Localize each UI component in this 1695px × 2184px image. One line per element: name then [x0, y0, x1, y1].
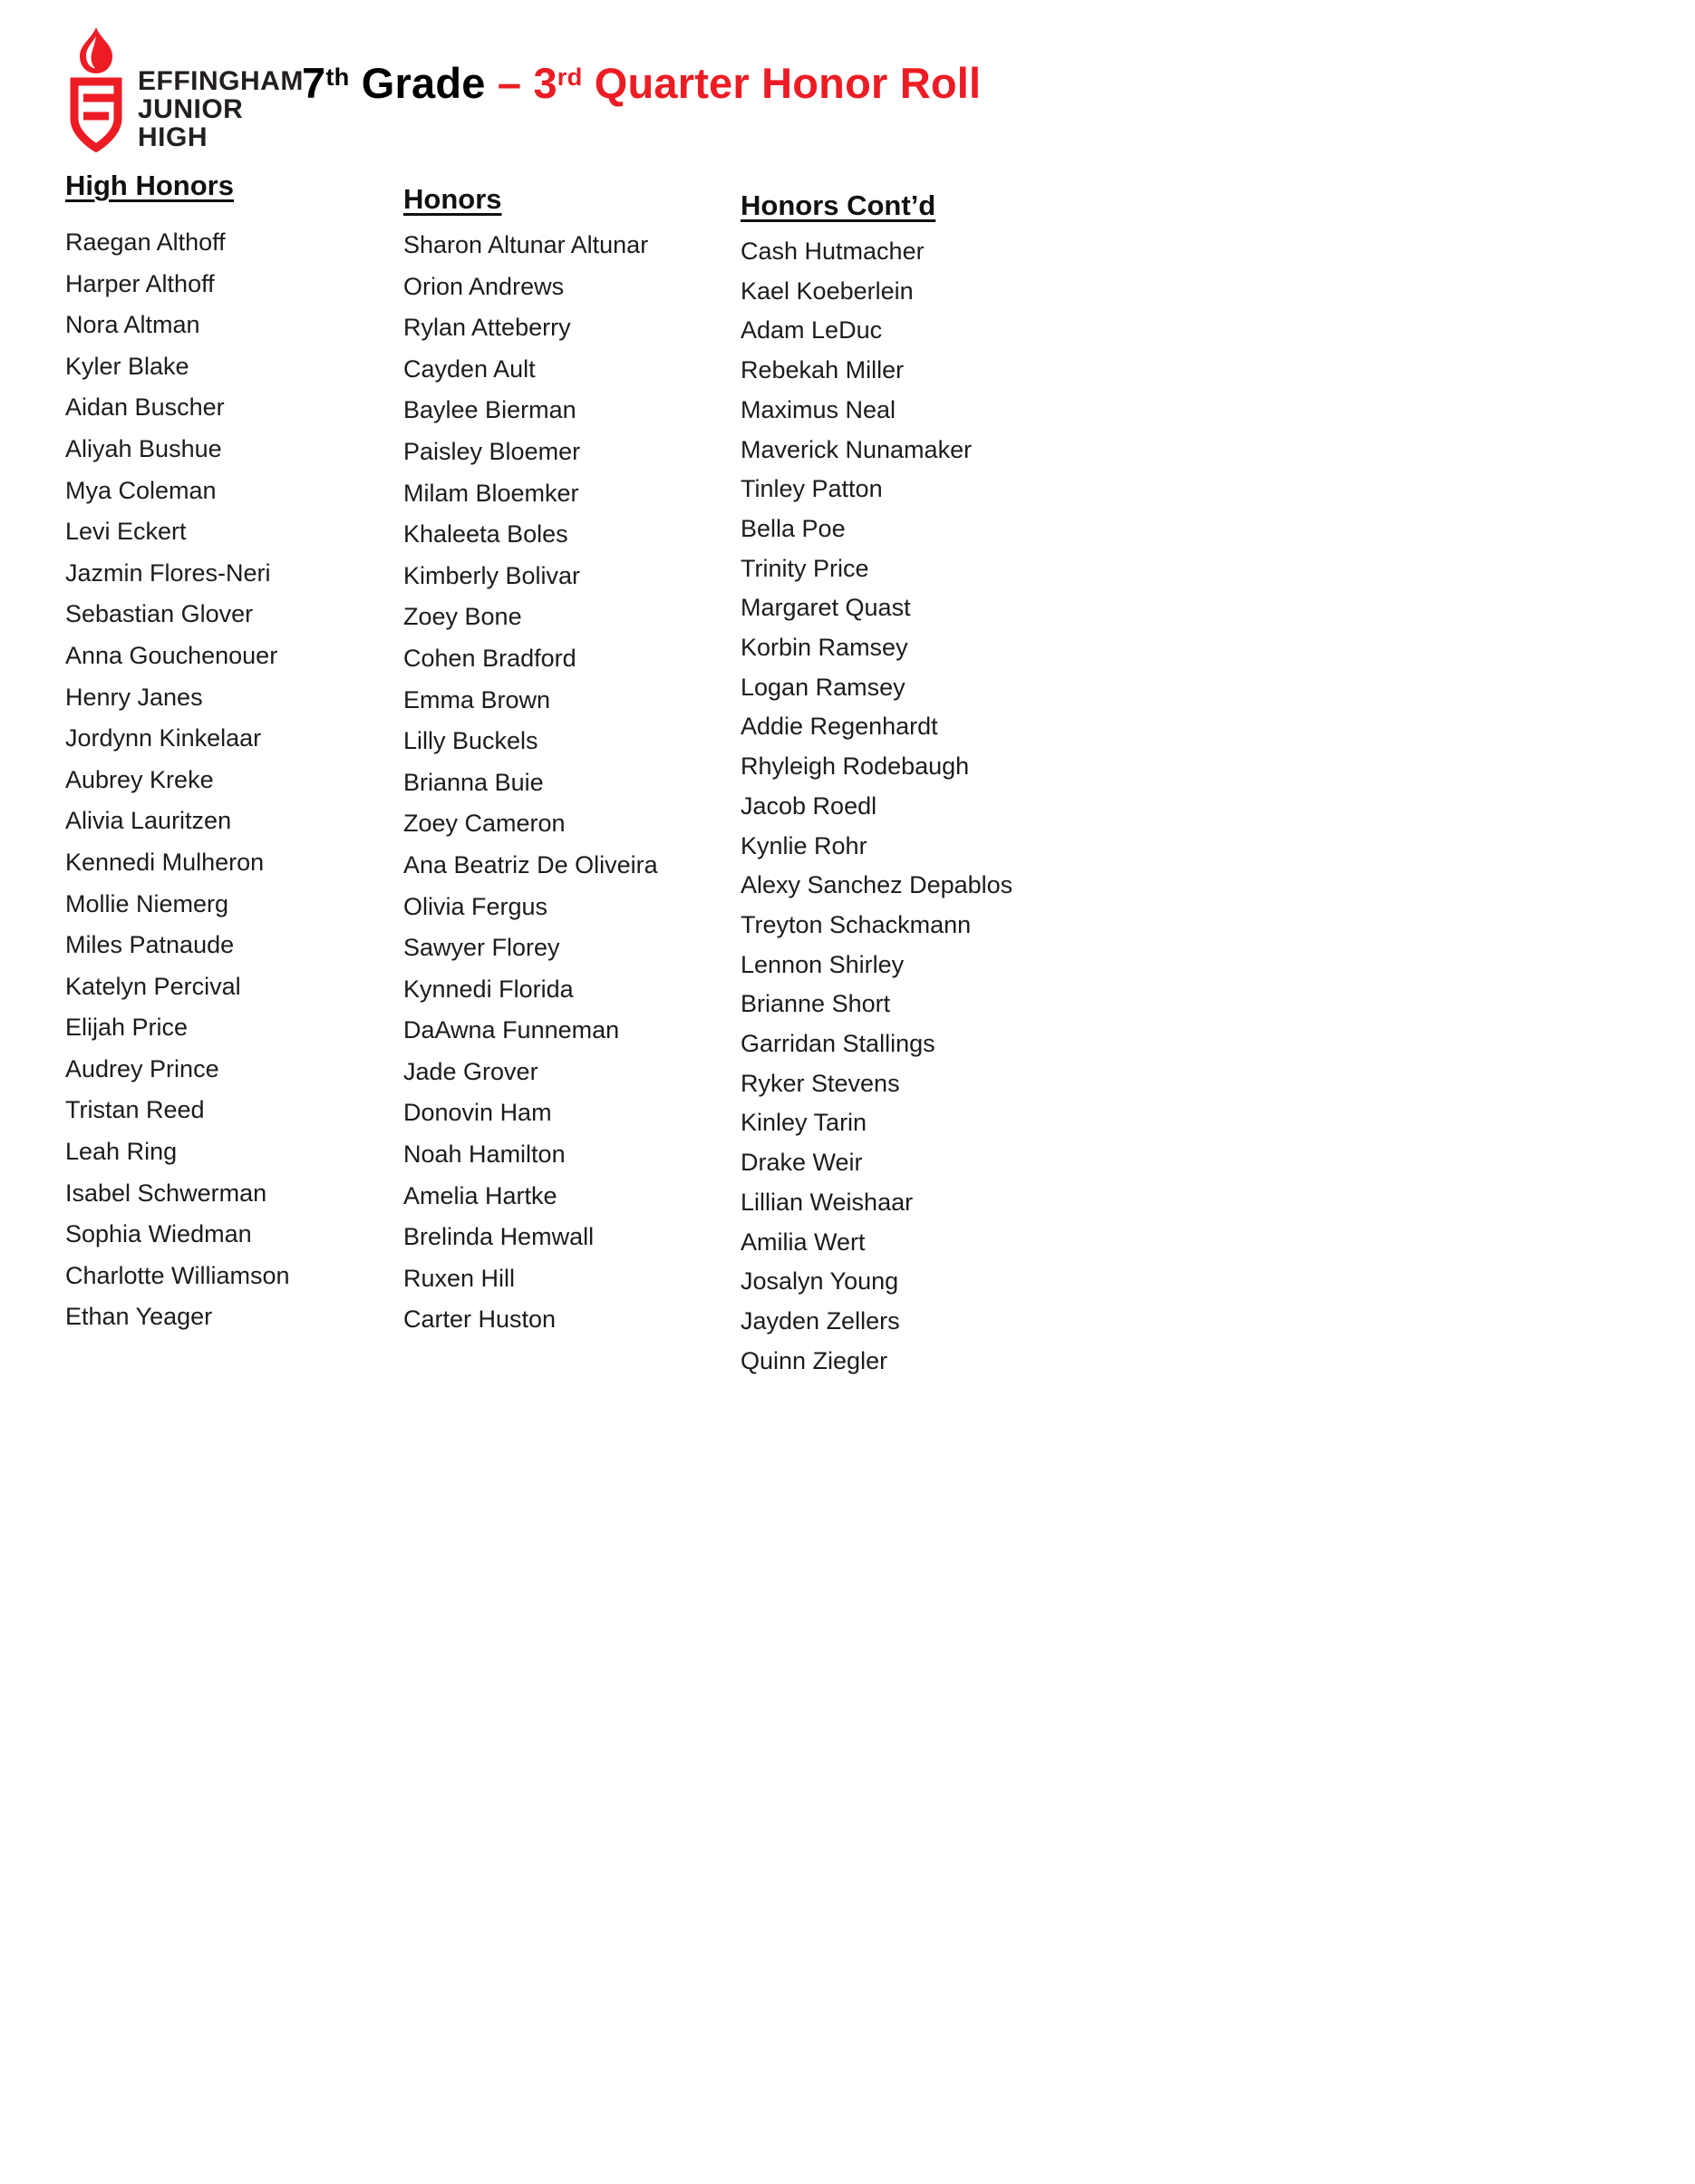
student-name: Khaleeta Boles [403, 520, 568, 548]
column-heading: Honors [403, 183, 502, 215]
name-list [403, 225, 741, 1341]
student-name: Adam LeDuc [741, 316, 883, 345]
student-name: Sophia Wiedman [65, 1220, 252, 1248]
student-name: Rhyleigh Rodebaugh [741, 752, 970, 781]
title-quarter-number: 3 [533, 59, 557, 107]
student-name: Nora Altman [65, 311, 200, 339]
student-name: Lillian Weishaar [741, 1188, 914, 1216]
school-logo [63, 25, 304, 154]
page-title [302, 58, 981, 108]
student-name: Emma Brown [403, 685, 551, 713]
honor-column [403, 182, 741, 1341]
title-quarter-text: Quarter Honor Roll [582, 59, 982, 107]
title-grade-ordinal: th [325, 63, 350, 92]
student-name: Mollie Niemerg [65, 889, 229, 917]
honor-columns [65, 169, 1049, 1381]
student-name: Lennon Shirley [741, 950, 905, 978]
student-name: Logan Ramsey [741, 673, 906, 701]
name-list [65, 222, 403, 1338]
student-name: Kinley Tarin [741, 1109, 867, 1137]
student-name: Cayden Ault [403, 354, 536, 383]
student-name: Jacob Roedl [741, 791, 877, 820]
student-name: Ryker Stevens [741, 1069, 900, 1097]
student-name: Korbin Ramsey [741, 634, 908, 662]
student-name: Amelia Hartke [403, 1181, 557, 1209]
student-name: Bella Poe [741, 514, 846, 542]
student-name: DaAwna Funneman [403, 1016, 620, 1044]
student-name: Maverick Nunamaker [741, 435, 973, 463]
student-name: Tinley Patton [741, 475, 883, 503]
student-name: Brelinda Hemwall [403, 1223, 595, 1251]
title-quarter-ordinal: rd [557, 63, 583, 92]
student-name: Drake Weir [741, 1149, 863, 1177]
student-name: Cash Hutmacher [741, 238, 925, 265]
student-name: Amilia Wert [741, 1228, 866, 1256]
student-name: Jazmin Flores-Neri [65, 558, 271, 587]
student-name: Baylee Bierman [403, 396, 576, 424]
student-name: Sawyer Florey [403, 934, 560, 962]
student-name: Miles Patnaude [65, 931, 235, 959]
student-name: Maximus Neal [741, 395, 896, 423]
name-list [741, 232, 1049, 1381]
student-name: Margaret Quast [741, 594, 911, 622]
student-name: Milam Bloemker [403, 479, 579, 507]
student-name: Ethan Yeager [65, 1303, 213, 1331]
student-name: Anna Gouchenouer [65, 641, 278, 669]
student-name: Isabel Schwerman [65, 1179, 267, 1207]
student-name: Henry Janes [65, 683, 203, 711]
school-name-line1: EFFINGHAM [138, 66, 304, 96]
student-name: Katelyn Percival [65, 972, 241, 1000]
student-name: Brianne Short [741, 990, 891, 1018]
student-name: Kimberly Bolivar [403, 561, 581, 589]
student-name: Sharon Altunar Altunar [403, 231, 649, 258]
student-name: Addie Regenhardt [741, 713, 938, 741]
student-name: Josalyn Young [741, 1267, 899, 1296]
title-dash: – [497, 59, 534, 107]
student-name: Audrey Prince [65, 1054, 219, 1082]
student-name: Treyton Schackmann [741, 910, 972, 938]
student-name: Noah Hamilton [403, 1141, 566, 1169]
student-name: Mya Coleman [65, 476, 217, 504]
student-name: Rylan Atteberry [403, 314, 571, 342]
student-name: Cohen Bradford [403, 644, 576, 672]
student-name: Elijah Price [65, 1014, 189, 1042]
student-name: Aubrey Kreke [65, 765, 214, 793]
student-name: Trinity Price [741, 554, 869, 582]
student-name: Garridan Stallings [741, 1030, 935, 1058]
column-heading: High Honors [65, 170, 234, 201]
student-name: Jordynn Kinkelaar [65, 724, 262, 752]
student-name: Kynnedi Florida [403, 975, 574, 1003]
honor-column [741, 189, 1049, 1381]
column-heading: Honors Cont’d [741, 189, 936, 221]
student-name: Raegan Althoff [65, 228, 226, 256]
student-name: Tristan Reed [65, 1096, 205, 1124]
student-name: Aliyah Bushue [65, 434, 222, 462]
student-name: Jade Grover [403, 1057, 538, 1085]
student-name: Aidan Buscher [65, 393, 225, 422]
student-name: Carter Huston [403, 1306, 557, 1334]
school-name-line2: JUNIOR [138, 94, 244, 124]
student-name: Jayden Zellers [741, 1306, 900, 1335]
title-grade-number: 7 [302, 59, 326, 107]
student-name: Zoey Bone [403, 603, 522, 631]
student-name: Kynlie Rohr [741, 831, 867, 859]
student-name: Charlotte Williamson [65, 1261, 290, 1289]
student-name: Alivia Lauritzen [65, 807, 232, 835]
school-name-line3: HIGH [138, 122, 208, 152]
student-name: Paisley Bloemer [403, 437, 581, 465]
student-name: Ana Beatriz De Oliveira [403, 850, 658, 878]
title-grade-text: Grade [349, 59, 498, 107]
student-name: Brianna Buie [403, 768, 544, 796]
school-name [138, 67, 304, 151]
student-name: Alexy Sanchez Depablos [741, 871, 1013, 899]
student-name: Quinn Ziegler [741, 1346, 888, 1374]
student-name: Kennedi Mulheron [65, 848, 265, 876]
student-name: Leah Ring [65, 1138, 178, 1166]
student-name: Harper Althoff [65, 269, 215, 297]
student-name: Rebekah Miller [741, 356, 905, 384]
flame-shield-icon [63, 25, 127, 154]
honor-column [65, 169, 403, 1338]
student-name: Orion Andrews [403, 272, 565, 300]
student-name: Lilly Buckels [403, 727, 538, 755]
student-name: Ruxen Hill [403, 1264, 516, 1292]
student-name: Zoey Cameron [403, 810, 566, 838]
student-name: Olivia Fergus [403, 892, 548, 920]
student-name: Levi Eckert [65, 518, 187, 546]
student-name: Sebastian Glover [65, 600, 254, 628]
student-name: Kyler Blake [65, 352, 189, 380]
student-name: Donovin Ham [403, 1099, 552, 1127]
student-name: Kael Koeberlein [741, 277, 914, 305]
